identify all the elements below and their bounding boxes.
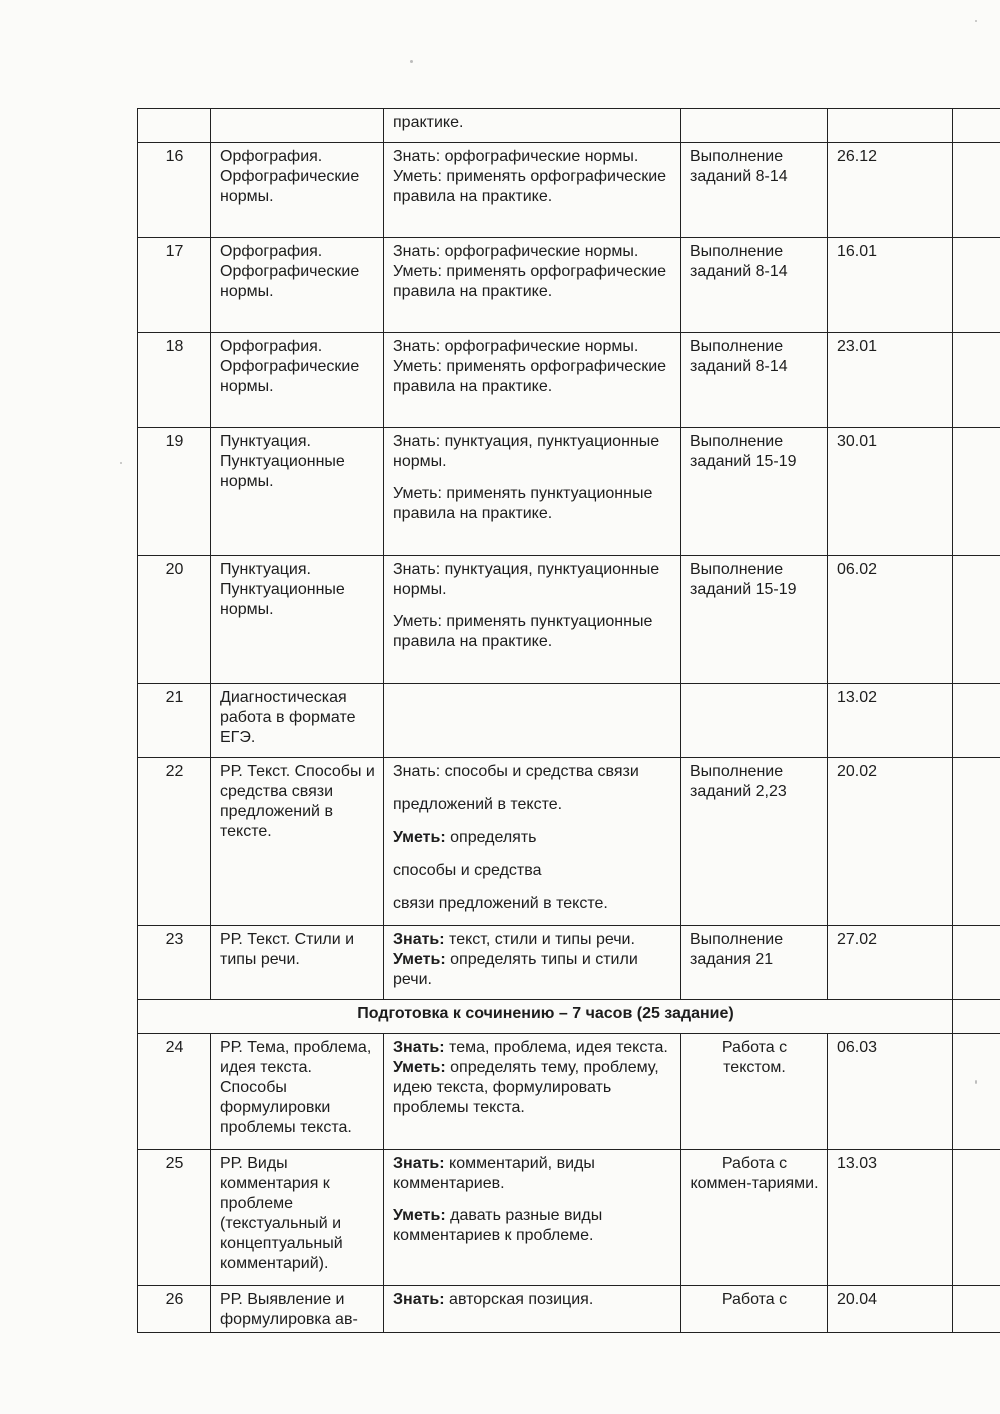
row-date: 13.02 bbox=[828, 684, 953, 758]
table-row bbox=[138, 143, 1000, 238]
table-row bbox=[138, 758, 1000, 926]
row-extra bbox=[953, 1000, 1000, 1034]
row-task: Работа с текстом. bbox=[681, 1034, 828, 1150]
row-topic bbox=[211, 109, 384, 143]
row-date: 27.02 bbox=[828, 926, 953, 1000]
row-topic: РР. Тема, проблема, идея текста. Способы формулировки проблемы текста. bbox=[211, 1034, 384, 1150]
row-number: 25 bbox=[138, 1150, 211, 1286]
row-number: 20 bbox=[138, 556, 211, 684]
row-task: Выполнение заданий 2,23 bbox=[681, 758, 828, 926]
row-extra bbox=[953, 333, 1000, 428]
row-extra bbox=[953, 143, 1000, 238]
row-number: 17 bbox=[138, 238, 211, 333]
table-row bbox=[138, 1286, 1000, 1333]
row-task bbox=[681, 684, 828, 758]
skills-line: Знать: пунктуация, пунктуационные нормы. bbox=[393, 561, 660, 598]
scan-speck bbox=[975, 20, 977, 22]
row-topic: РР. Текст. Стили и типы речи. bbox=[211, 926, 384, 1000]
row-topic: Орфография. Орфографические нормы. bbox=[211, 238, 384, 333]
row-skills bbox=[384, 684, 681, 758]
row-extra bbox=[953, 758, 1000, 926]
table-row bbox=[138, 109, 1000, 143]
row-date: 13.03 bbox=[828, 1150, 953, 1286]
skills-line: Знать: тема, проблема, идея текста. Уметь: определять тему, проблему, идею текста, формулировать проблемы текста. bbox=[393, 1039, 668, 1116]
skills-line: Знать: текст, стили и типы речи. Уметь: определять типы и стили речи. bbox=[393, 931, 638, 988]
row-extra bbox=[953, 684, 1000, 758]
skills-line: способы и средства bbox=[393, 862, 542, 879]
row-extra bbox=[953, 556, 1000, 684]
row-number: 19 bbox=[138, 428, 211, 556]
row-topic: РР. Текст. Способы и средства связи предложений в тексте. bbox=[211, 758, 384, 926]
row-extra bbox=[953, 238, 1000, 333]
scan-speck bbox=[975, 1080, 977, 1084]
skills-line: Знать: комментарий, виды комментариев. bbox=[393, 1155, 595, 1192]
skills-line: Уметь: применять пунктуационные правила на практике. bbox=[393, 485, 653, 522]
row-task: Выполнение заданий 8-14 bbox=[681, 238, 828, 333]
row-topic: Орфография. Орфографические нормы. bbox=[211, 333, 384, 428]
scan-speck bbox=[410, 60, 413, 63]
table-row bbox=[138, 1150, 1000, 1286]
skills-line: Уметь: определять bbox=[393, 829, 537, 846]
row-number: 18 bbox=[138, 333, 211, 428]
row-skills bbox=[384, 758, 681, 926]
row-skills bbox=[384, 238, 681, 333]
row-topic: Орфография. Орфографические нормы. bbox=[211, 143, 384, 238]
skills-line: Уметь: применять пунктуационные правила на практике. bbox=[393, 613, 653, 650]
table-row bbox=[138, 1034, 1000, 1150]
row-number: 16 bbox=[138, 143, 211, 238]
row-extra bbox=[953, 428, 1000, 556]
row-task: Выполнение задания 21 bbox=[681, 926, 828, 1000]
row-task: Выполнение заданий 15-19 bbox=[681, 428, 828, 556]
table-row bbox=[138, 684, 1000, 758]
row-extra bbox=[953, 1034, 1000, 1150]
table-row bbox=[138, 428, 1000, 556]
row-skills bbox=[384, 1034, 681, 1150]
table-row bbox=[138, 333, 1000, 428]
row-task: Работа с bbox=[681, 1286, 828, 1333]
skills-line: Знать: пунктуация, пунктуационные нормы. bbox=[393, 433, 660, 470]
row-number bbox=[138, 109, 211, 143]
row-skills bbox=[384, 333, 681, 428]
row-date bbox=[828, 109, 953, 143]
skills-line: Знать: орфографические нормы. Уметь: применять орфографические правила на практике. bbox=[393, 338, 667, 395]
skills-line: Знать: авторская позиция. bbox=[393, 1291, 594, 1308]
row-date: 30.01 bbox=[828, 428, 953, 556]
row-skills bbox=[384, 109, 681, 143]
row-date: 23.01 bbox=[828, 333, 953, 428]
document-sheet bbox=[137, 108, 1000, 1333]
row-skills bbox=[384, 556, 681, 684]
skills-line: Уметь: давать разные виды комментариев к проблеме. bbox=[393, 1207, 603, 1244]
row-task: Выполнение заданий 8-14 bbox=[681, 333, 828, 428]
row-skills bbox=[384, 428, 681, 556]
row-topic: Диагностическая работа в формате ЕГЭ. bbox=[211, 684, 384, 758]
row-date: 16.01 bbox=[828, 238, 953, 333]
row-number: 23 bbox=[138, 926, 211, 1000]
row-skills bbox=[384, 1150, 681, 1286]
section-title: Подготовка к сочинению – 7 часов (25 задание) bbox=[138, 1000, 953, 1034]
table-row bbox=[138, 238, 1000, 333]
row-extra bbox=[953, 109, 1000, 143]
row-date: 06.02 bbox=[828, 556, 953, 684]
row-task bbox=[681, 109, 828, 143]
skills-line: предложений в тексте. bbox=[393, 796, 563, 813]
row-date: 06.03 bbox=[828, 1034, 953, 1150]
row-number: 21 bbox=[138, 684, 211, 758]
section-row bbox=[138, 1000, 1000, 1034]
skills-line: связи предложений в тексте. bbox=[393, 895, 608, 912]
scan-speck bbox=[120, 462, 122, 464]
row-topic: РР. Выявление и формулировка ав- bbox=[211, 1286, 384, 1333]
row-extra bbox=[953, 1150, 1000, 1286]
skills-line: Знать: способы и средства связи bbox=[393, 763, 639, 780]
row-date: 20.04 bbox=[828, 1286, 953, 1333]
row-skills bbox=[384, 1286, 681, 1333]
row-task: Выполнение заданий 15-19 bbox=[681, 556, 828, 684]
row-number: 24 bbox=[138, 1034, 211, 1150]
row-skills bbox=[384, 926, 681, 1000]
table-row bbox=[138, 556, 1000, 684]
row-topic: Пунктуация. Пунктуационные нормы. bbox=[211, 428, 384, 556]
skills-line: Знать: орфографические нормы. Уметь: применять орфографические правила на практике. bbox=[393, 243, 667, 300]
lesson-plan-table bbox=[137, 108, 1000, 1333]
row-task: Работа с коммен-тариями. bbox=[681, 1150, 828, 1286]
row-date: 20.02 bbox=[828, 758, 953, 926]
row-topic: РР. Виды комментария к проблеме (текстуальный и концептуальный комментарий). bbox=[211, 1150, 384, 1286]
skills-line: Знать: орфографические нормы. Уметь: применять орфографические правила на практике. bbox=[393, 148, 667, 205]
row-skills bbox=[384, 143, 681, 238]
row-extra bbox=[953, 926, 1000, 1000]
row-topic: Пунктуация. Пунктуационные нормы. bbox=[211, 556, 384, 684]
table-row bbox=[138, 926, 1000, 1000]
row-task: Выполнение заданий 8-14 bbox=[681, 143, 828, 238]
skills-line: практике. bbox=[393, 114, 464, 131]
row-extra bbox=[953, 1286, 1000, 1333]
row-number: 26 bbox=[138, 1286, 211, 1333]
row-number: 22 bbox=[138, 758, 211, 926]
row-date: 26.12 bbox=[828, 143, 953, 238]
